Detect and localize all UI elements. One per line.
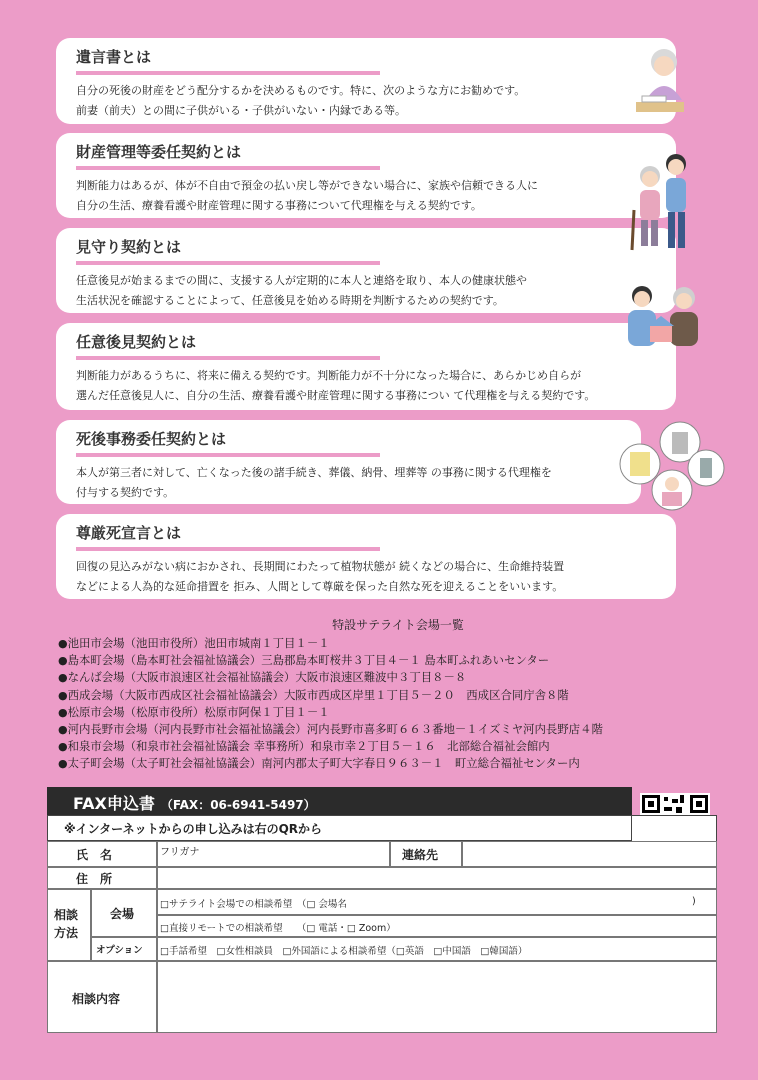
options-checkboxes[interactable]: □手話希望 □女性相談員 □外国語による相談希望（□英語 □中国語 □韓国語） [160,946,528,957]
address-label: 住 所 [76,872,113,886]
card-title: 見守り契約とは [76,236,380,265]
card-title: 死後事務委任契約とは [76,428,380,457]
card-songenshi [56,514,676,599]
satellite-venue-list [58,616,738,773]
venue-item: ●松原市会場（松原市役所）松原市阿保１丁目１－１ [58,704,330,719]
memorial-illustration [618,420,726,512]
venue-item: ●和泉市会場（和泉市社会福祉協議会 幸事務所）和泉市幸２丁目５－１６ 北部総合福祉会館内 [58,739,550,754]
qr-notice: ※インターネットからの申し込みは右のQRから [47,815,632,841]
name-label: 氏 名 [76,848,113,862]
venue-item: ●太子町会場（太子町社会福祉協議会）南河内郡太子町大字春日９６３－１ 町立総合福祉センター内 [58,756,580,771]
card-title: 遺言書とは [76,46,380,75]
venue-item: ●なんば会場（大阪市浪速区社会福祉協議会）大阪市浪速区難波中３丁目８－８ [58,670,467,685]
address-input[interactable] [157,867,717,889]
furigana-label: フリガナ [160,847,200,858]
elderly-writing-illustration [632,44,688,120]
option-label: オプション [96,945,143,956]
card-title: 財産管理等委任契約とは [76,141,380,170]
satellite-consult-checkbox[interactable]: □サテライト会場での相談希望 （□ 会場名 [160,899,347,910]
card-yuigonsho [56,38,676,124]
card-body: 回復の見込みがない病におかされ、長期間にわたって植物状態が 続くなどの場合に、生命維持装置 などによる人為的な延命措置を 拒み、人間として尊厳を保った自然な死を迎えることをいいます。 [76,560,565,593]
method-label: 相談 方法 [54,908,79,940]
card-body: 判断能力はあるが、体が不自由で預金の払い戻し等ができない場合に、家族や信頼できる人に 自分の生活、療養看護や財産管理に関する事務について代理権を与える契約です。 [76,179,538,212]
venue-item: ●河内長野市会場（河内長野市社会福祉協議会）河内長野市喜多町６６３番地－１イズミヤ河内長野店４階 [58,722,603,737]
contact-input[interactable] [462,841,717,867]
venue-list-title: 特設サテライト会場一覧 [332,618,464,632]
card-nini-kouken [56,323,676,410]
content-input[interactable] [157,961,717,1033]
contact-label: 連絡先 [402,848,439,862]
fax-header [47,787,632,815]
card-shigo-jimu [56,420,641,504]
card-body: 判断能力があるうちに、将来に備える契約です。判断能力が不十分になった場合に、あらかじめ自らが 選んだ任意後見人に、自分の生活、療養看護や財産管理に関する事務につい て代理権を与える契約です。 [76,369,596,402]
card-mimamori [56,228,676,313]
venue-item: ●池田市会場（池田市役所）池田市城南１丁目１－１ [58,636,330,650]
content-label: 相談内容 [72,992,121,1006]
remote-consult-checkbox[interactable]: □直接リモートでの相談希望 （□ 電話・□ Zoom） [160,923,396,934]
visit-watch-illustration [622,282,704,348]
venue-label: 会場 [110,907,135,921]
fax-title: FAX申込書 [73,794,155,813]
card-zaisan-kanri [56,133,676,218]
venue-item: ●島本町会場（島本町社会福祉協議会）三島郡島本町桜井３丁目４－１ 島本町ふれあいセンター [58,653,550,668]
fax-number: （FAX：06-6941-5497） [160,798,316,812]
venue-item: ●西成会場（大阪市西成区社会福祉協議会）大阪市西成区岸里１丁目５－２０ 西成区合同庁舎８階 [58,687,569,702]
card-title: 任意後見契約とは [76,331,380,360]
venue-paren-close: ) [692,896,696,907]
card-body: 自分の死後の財産をどう配分するかを決めるものです。特に、次のような方にお勧めです。 前妻（前夫）との間に子供がいる・子供がいない・内縁である等。 [76,84,526,117]
card-body: 任意後見が始まるまでの間に、支援する人が定期的に本人と連絡を取り、本人の健康状態や 生活状況を確認することによって、任意後見を始める時期を判断するための契約です。 [76,274,527,307]
family-support-illustration [628,150,698,254]
card-title: 尊厳死宣言とは [76,522,380,551]
card-body: 本人が第三者に対して、亡くなった後の諸手続き、葬儀、納骨、埋葬等 の事務に関する代理権を 付与する契約です。 [76,466,552,499]
